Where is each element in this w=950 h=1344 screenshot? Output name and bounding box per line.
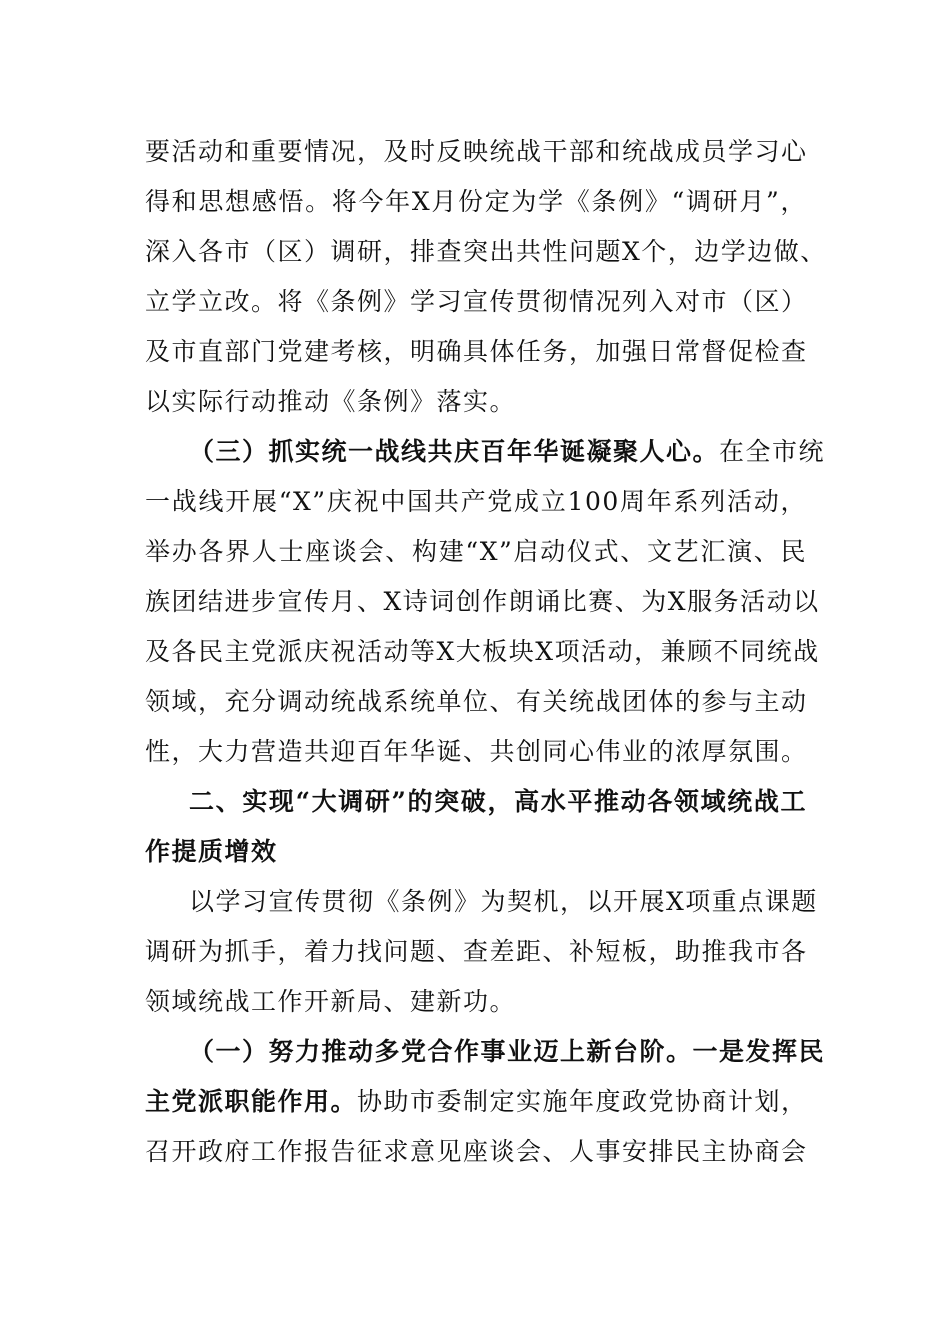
body-text: 以实际行动推动《条例》落实。 — [145, 387, 517, 416]
paragraph-line — [145, 827, 807, 877]
body-text: 族团结进步宣传月、X诗词创作朗诵比赛、为X服务活动以 — [145, 587, 820, 616]
section-heading-2: 作提质增效 — [145, 837, 278, 866]
body-text: 领域，充分调动统战系统单位、有关统战团体的参与主动 — [145, 687, 808, 716]
section-heading-3: （一）努力推动多党合作事业迈上新台阶。一是发挥民 — [189, 1037, 826, 1066]
document-body — [145, 127, 827, 1177]
paragraph-line — [145, 577, 820, 627]
paragraph-line — [145, 1027, 826, 1077]
paragraph-line — [145, 1077, 807, 1127]
body-text: 在全市统 — [719, 437, 826, 466]
paragraph-line — [145, 527, 807, 577]
body-text: 立学立改。将《条例》学习宣传贯彻情况列入对市（区） — [145, 287, 808, 316]
paragraph-line — [145, 627, 820, 677]
subsection-heading: 主党派职能作用。 — [145, 1087, 358, 1116]
paragraph-line — [145, 227, 827, 277]
body-text: 领域统战工作开新局、建新功。 — [145, 987, 517, 1016]
paragraph-line — [145, 877, 818, 927]
body-text: 要活动和重要情况，及时反映统战干部和统战成员学习心 — [145, 137, 808, 166]
paragraph-line — [145, 377, 807, 427]
paragraph-line — [145, 727, 807, 777]
paragraph-line — [145, 277, 807, 327]
body-text: 召开政府工作报告征求意见座谈会、人事安排民主协商会 — [145, 1137, 808, 1166]
paragraph-line — [145, 1127, 807, 1177]
paragraph-line — [145, 927, 807, 977]
paragraph-line — [145, 777, 807, 827]
paragraph-line — [145, 327, 807, 377]
body-text: 及市直部门党建考核，明确具体任务，加强日常督促检查 — [145, 337, 808, 366]
paragraph-line — [145, 427, 826, 477]
body-text: 及各民主党派庆祝活动等X大板块X项活动，兼顾不同统战 — [145, 637, 820, 666]
body-text: 深入各市（区）调研，排查突出共性问题X个，边学边做、 — [145, 237, 827, 266]
paragraph-line — [145, 977, 807, 1027]
section-heading-2: 二、实现“大调研”的突破，高水平推动各领域统战工 — [189, 787, 807, 816]
body-text: 协助市委制定实施年度政党协商计划， — [357, 1087, 808, 1116]
section-heading-3: （三）抓实统一战线共庆百年华诞凝聚人心。 — [189, 437, 720, 466]
body-text: 以学习宣传贯彻《条例》为契机，以开展X项重点课题 — [189, 887, 818, 916]
paragraph-line — [145, 677, 807, 727]
paragraph-line — [145, 477, 807, 527]
body-text: 调研为抓手，着力找问题、查差距、补短板，助推我市各 — [145, 937, 808, 966]
paragraph-line — [145, 127, 807, 177]
body-text: 性，大力营造共迎百年华诞、共创同心伟业的浓厚氛围。 — [145, 737, 808, 766]
body-text: 举办各界人士座谈会、构建“X”启动仪式、文艺汇演、民 — [145, 537, 807, 566]
body-text: 一战线开展“X”庆祝中国共产党成立100周年系列活动， — [145, 487, 807, 516]
body-text: 得和思想感悟。将今年X月份定为学《条例》“调研月”， — [145, 187, 807, 216]
paragraph-line — [145, 177, 807, 227]
